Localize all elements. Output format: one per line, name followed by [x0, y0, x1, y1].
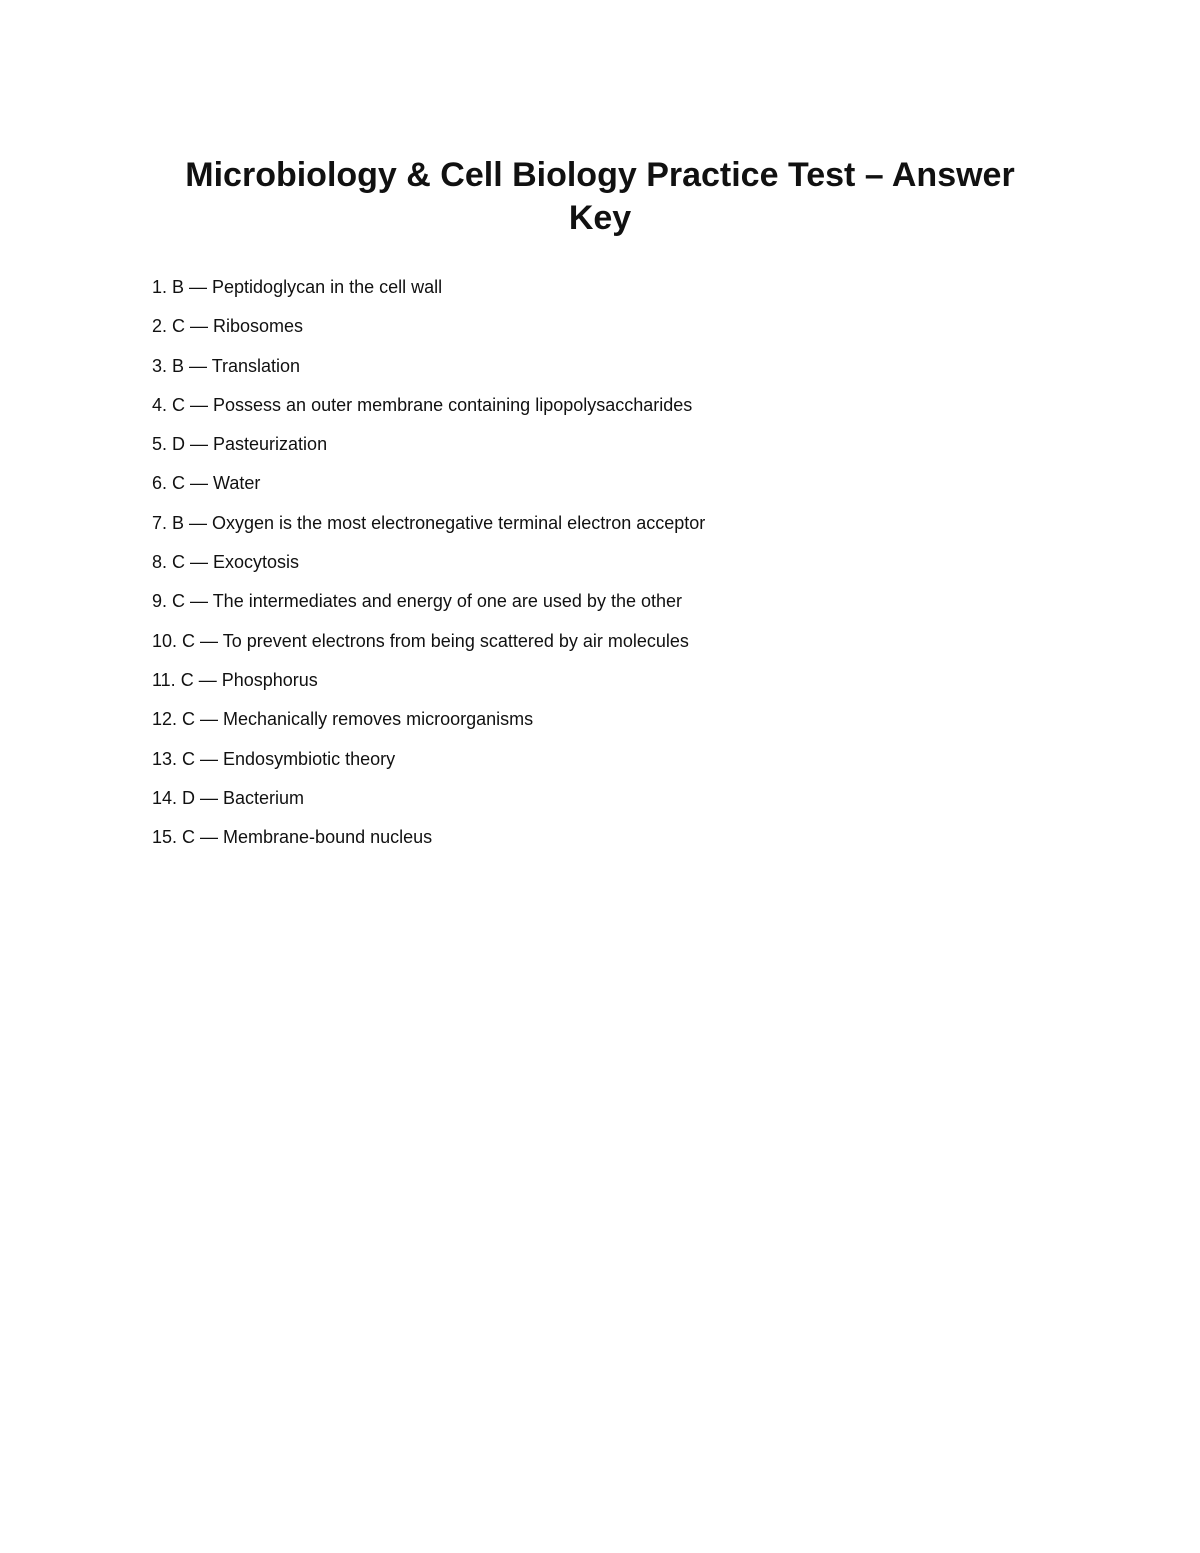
answer-item: 8. C — Exocytosis — [152, 552, 300, 573]
answer-item: 5. D — Pasteurization — [152, 434, 328, 455]
answer-item: 14. D — Bacterium — [152, 787, 305, 808]
answer-item: 13. C — Endosymbiotic theory — [152, 748, 396, 769]
answer-item: 9. C — The intermediates and energy of one are used by the other — [152, 591, 682, 612]
answer-item: 1. B — Peptidoglycan in the cell wall — [152, 277, 443, 297]
answer-item: 7. B — Oxygen is the most electronegative terminal electron acceptor — [152, 512, 706, 533]
answer-item: 3. B — Translation — [152, 355, 301, 376]
answer-item: 2. C — Ribosomes — [152, 316, 304, 337]
page-title: Microbiology & Cell Biology Practice Test – Answer Key — [185, 156, 1015, 237]
answer-item: 12. C — Mechanically removes microorganisms — [152, 709, 534, 730]
answer-item: 10. C — To prevent electrons from being scattered by air molecules — [152, 630, 689, 651]
answer-item: 4. C — Possess an outer membrane containing lipopolysaccharides — [152, 394, 693, 415]
answer-item: 6. C — Water — [152, 473, 261, 494]
answer-list — [152, 275, 705, 864]
answer-item: 15. C — Membrane-bound nucleus — [152, 827, 433, 848]
answer-item: 11. C — Phosphorus — [152, 669, 318, 690]
